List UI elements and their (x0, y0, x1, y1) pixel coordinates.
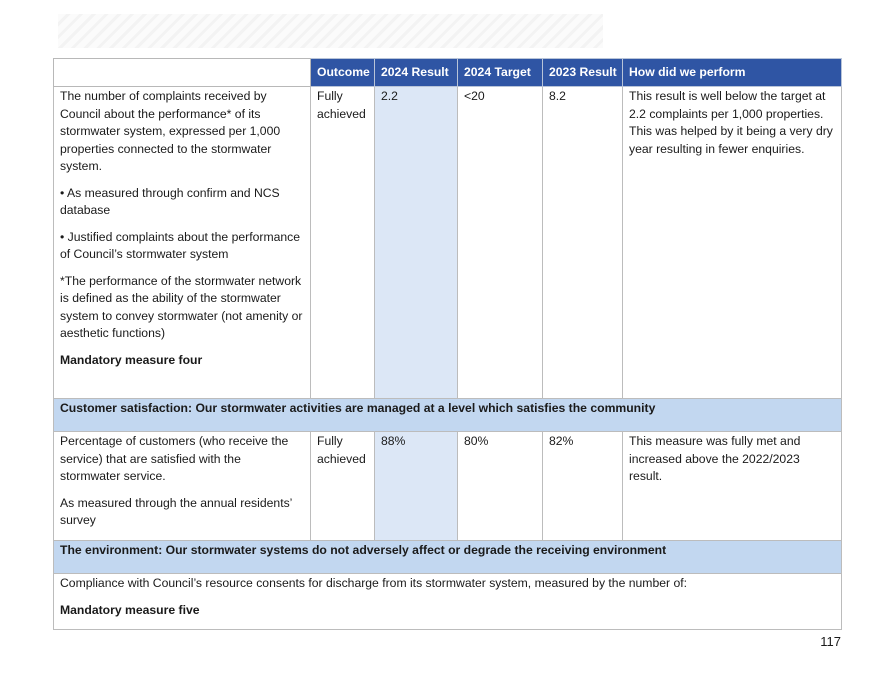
measure-footnote: *The performance of the stormwater network is defined as the ability of the stormwater system to convey stormwater (not amenity or aesthetic functions) (60, 273, 303, 340)
table-header-row (54, 59, 842, 87)
result-2023-cell: 82% (543, 432, 623, 541)
measure-cell (54, 87, 311, 399)
measure-text: Percentage of customers (who receive the service) that are satisfied with the stormwater service. (60, 434, 289, 483)
header-2024-result: 2024 Result (375, 59, 458, 87)
header-2023-result: 2023 Result (543, 59, 623, 87)
measure-cell (54, 432, 311, 541)
header-outcome: Outcome (311, 59, 375, 87)
decorative-header-banner (58, 14, 603, 48)
measure-note: • As measured through confirm and NCS database (60, 185, 280, 217)
performance-measures-table (53, 58, 842, 630)
mandatory-measure-label: Mandatory measure five (60, 602, 200, 617)
target-2024-cell: 80% (458, 432, 543, 541)
header-2024-target: 2024 Target (458, 59, 543, 87)
measure-note: • Justified complaints about the performance of Council’s stormwater system (60, 229, 301, 261)
measure-note: As measured through the annual residents’ survey (60, 495, 292, 527)
page-number: 117 (820, 634, 841, 649)
measure-cell (54, 574, 842, 630)
measure-text: Compliance with Council’s resource consents for discharge from its stormwater system, measured by the number of: (60, 576, 688, 590)
table-row-complaints (54, 87, 842, 399)
target-2024-cell: <20 (458, 87, 543, 399)
result-2023-cell: 8.2 (543, 87, 623, 399)
header-measure (54, 59, 311, 87)
section-row-environment (54, 541, 842, 574)
mandatory-measure-label: Mandatory measure four (60, 352, 203, 367)
section-heading: The environment: Our stormwater systems do not adversely affect or degrade the receiving environment (54, 541, 842, 574)
performance-cell: This measure was fully met and increased above the 2022/2023 result. (623, 432, 842, 541)
outcome-cell: Fully achieved (311, 432, 375, 541)
result-2024-cell: 2.2 (375, 87, 458, 399)
table-row-customer-satisfaction (54, 432, 842, 541)
section-heading: Customer satisfaction: Our stormwater activities are managed at a level which satisfies the community (54, 399, 842, 432)
measure-text: The number of complaints received by Council about the performance* of its stormwater system, expressed per 1,000 properties connected to the stormwater system. (60, 89, 281, 173)
performance-cell: This result is well below the target at 2.2 complaints per 1,000 properties. This was helped by it being a very dry year resulting in fewer enquiries. (623, 87, 842, 399)
header-how-did-we-perform: How did we perform (623, 59, 842, 87)
result-2024-cell: 88% (375, 432, 458, 541)
table-row-compliance (54, 574, 842, 630)
section-row-customer-satisfaction (54, 399, 842, 432)
outcome-cell: Fully achieved (311, 87, 375, 399)
